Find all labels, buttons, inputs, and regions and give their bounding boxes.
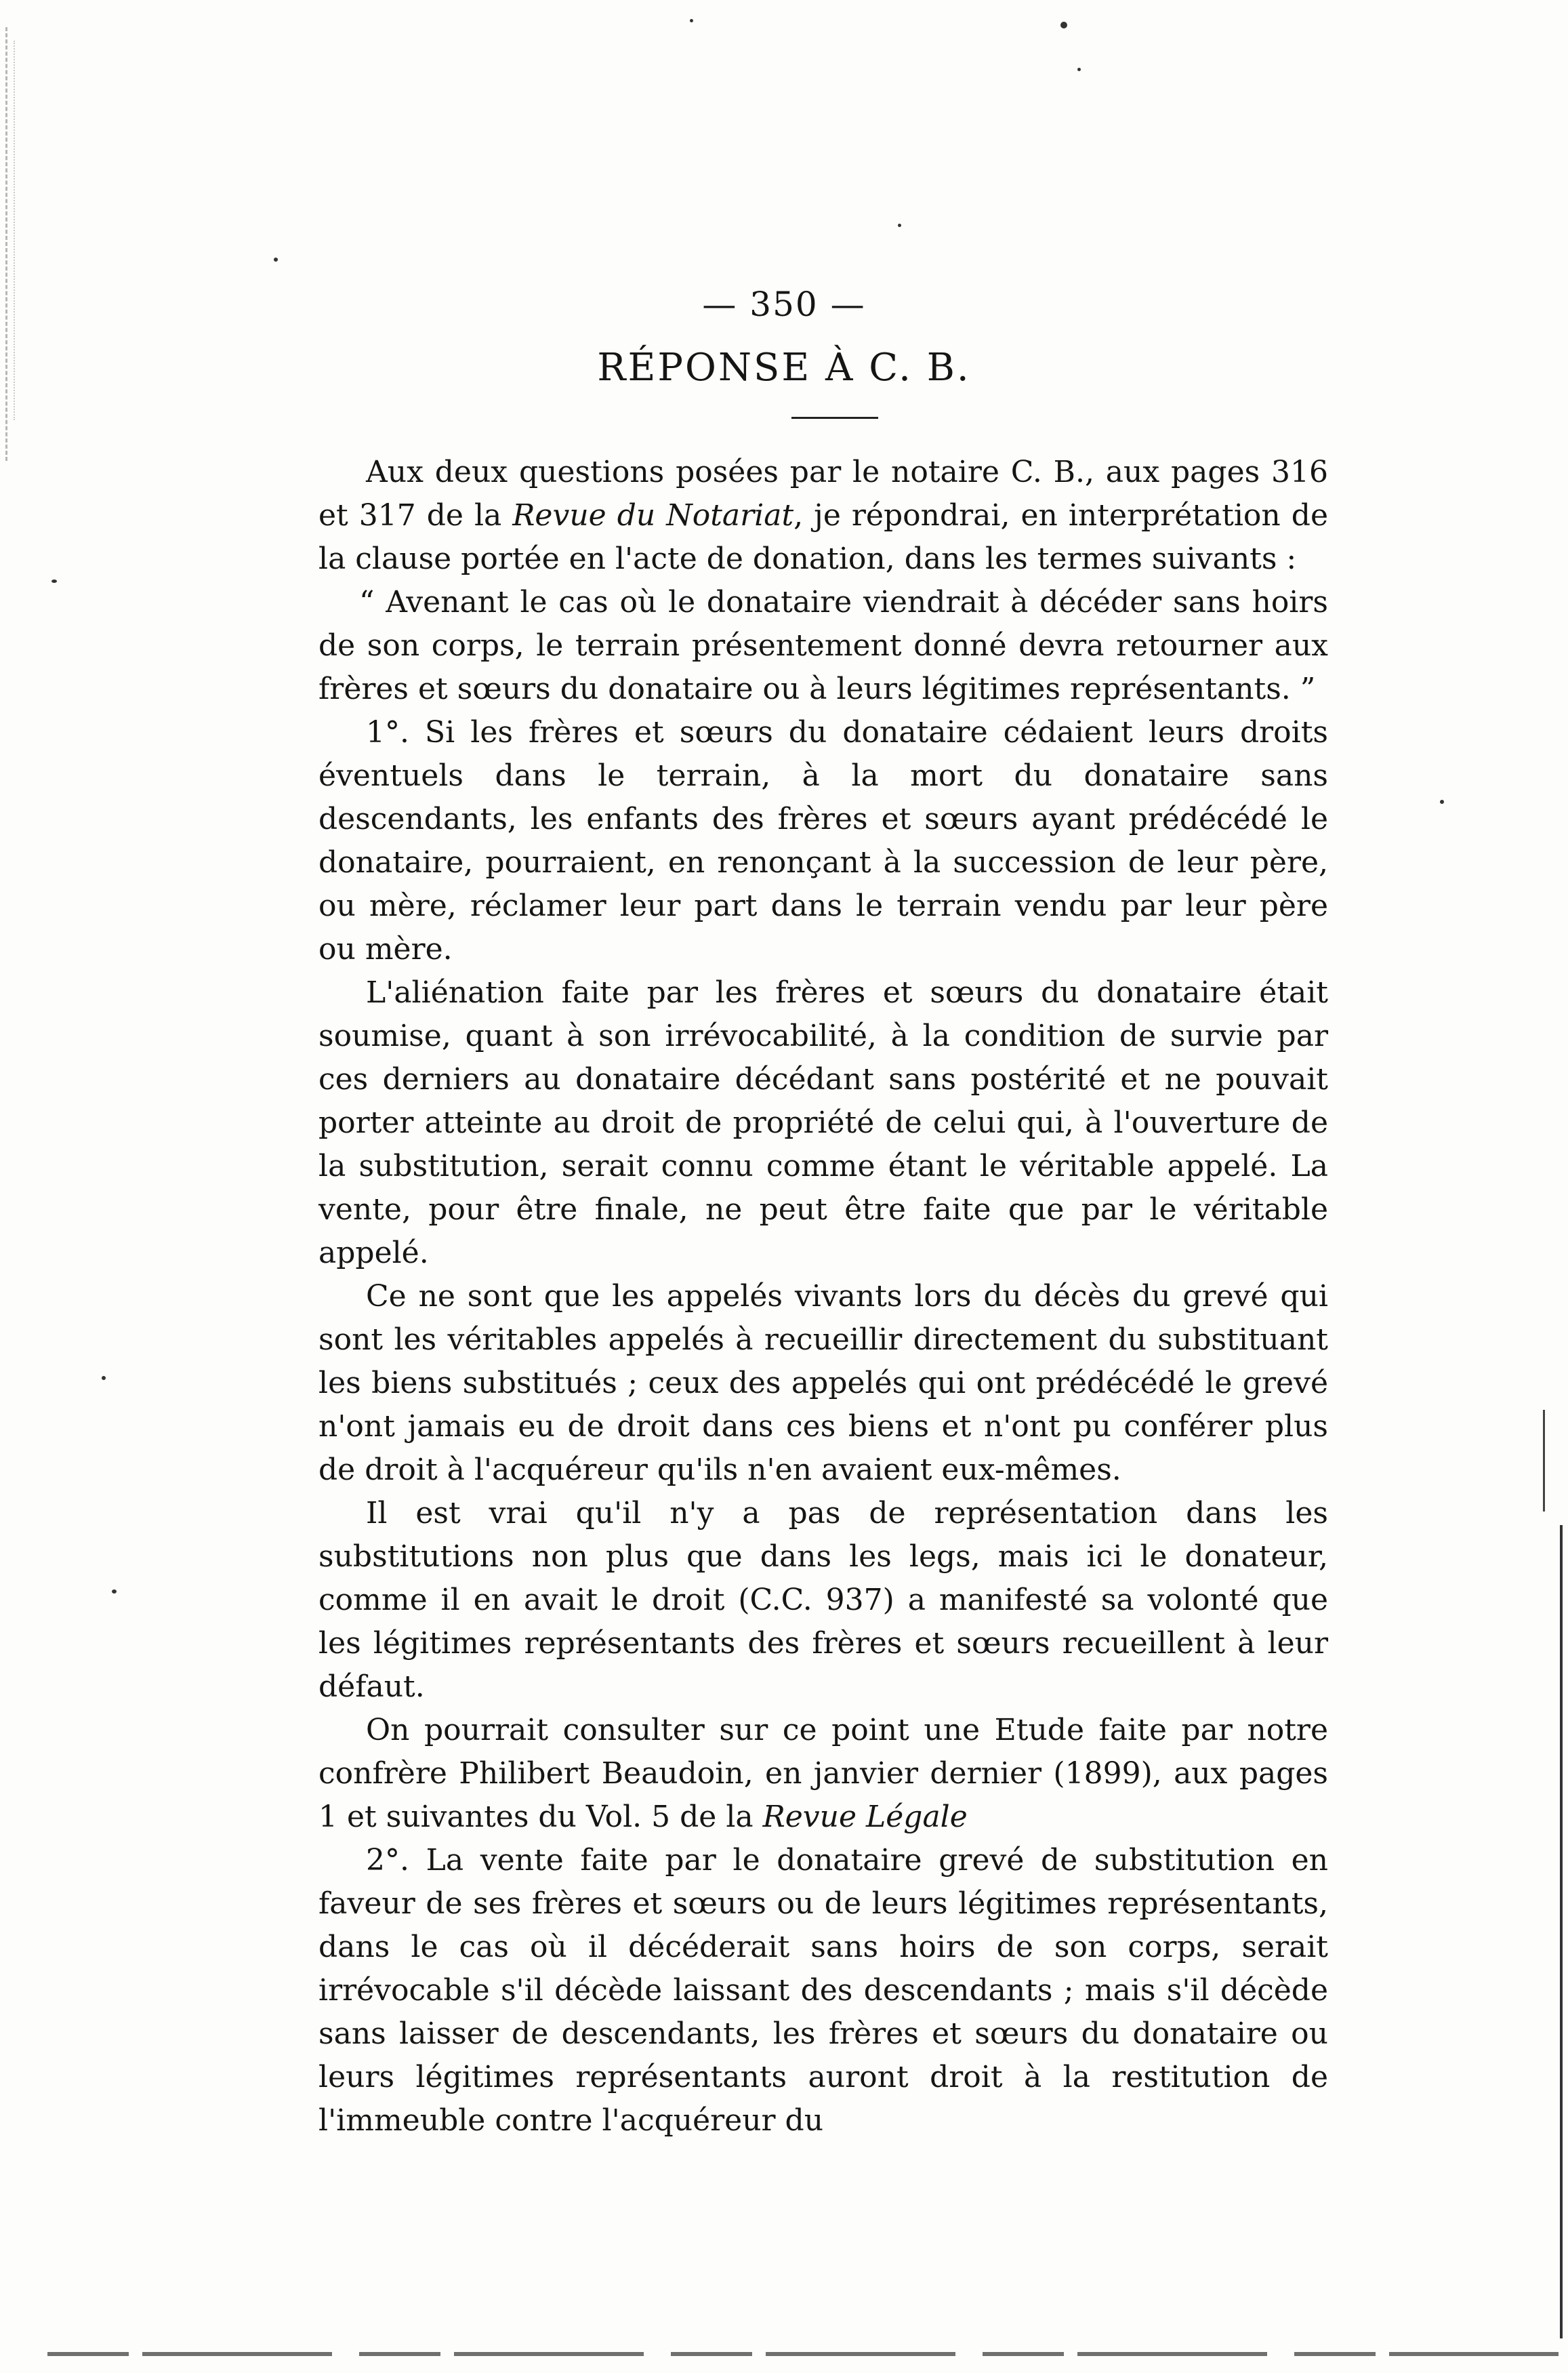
paragraph [318,451,1328,581]
paragraph-text: “ Avenant le cas où le donataire viendrait à décéder sans hoirs de son corps, le terrain présentement donné devra retourner aux frères et sœurs du donataire ou à leurs légitimes représentants. ” [318,585,1328,706]
paragraph [318,971,1328,1275]
scan-speck [1060,22,1067,28]
paragraph-text: L'aliénation faite par les frères et sœurs du donataire était soumise, quant à son irrévocabilité, à la condition de survie par ces derniers au donataire décédant sans postérité et ne pouvait porter atteinte au droit de propriété de celui qui, à l'ouverture de la substitution, serait connu comme étant le véritable appelé. La vente, pour être finale, ne peut être faite que par le véritable appelé. [318,975,1328,1270]
journal-title: Revue du Notariat [512,498,794,533]
scan-speck [898,224,901,227]
title-divider [791,417,878,419]
paragraph-text: On pourrait consulter sur ce point une Etude faite par notre confrère Philibert Beaudoin, en janvier dernier (1899), aux pages 1 et suivantes du Vol. 5 de la [318,1713,1328,1834]
scan-border-artifact [5,27,10,461]
paragraph-text: , je répondrai, en interprétation de la clause portée en l'acte de donation, dans les termes suivants : [318,498,1328,576]
scan-speck [1077,68,1081,71]
paragraph [318,1275,1328,1492]
paragraph [318,711,1328,971]
journal-title: Revue Légale [762,1800,968,1834]
scan-speck [690,19,693,22]
scan-speck [102,1376,106,1380]
scan-border-artifact [1557,1525,1563,2338]
scan-speck [274,258,278,262]
paragraph [318,1839,1328,2143]
paragraph-text: Ce ne sont que les appelés vivants lors du décès du grevé qui sont les véritables appelés à recueillir directement du substituant les biens substitués ; ceux des appelés qui ont prédécédé le grevé n'ont jamais eu de droit dans ces biens et n'ont pu conférer plus de droit à l'acquéreur qu'ils n'en avaient eux-mêmes. [318,1279,1328,1487]
paragraph-text: Il est vrai qu'il n'y a pas de représentation dans les substitutions non plus que dans les legs, mais ici le donateur, comme il en avait le droit (C.C. 937) a manifesté sa volonté que les légitimes représentants des frères et sœurs recueillent à leur défaut. [318,1496,1328,1704]
scan-border-artifact [47,2352,1559,2356]
scan-speck [112,1589,117,1594]
paragraph-text: Aux deux questions posées par le notaire C. B., aux pages 316 et 317 de la [318,455,1328,533]
paragraph-text: 1°. Si les frères et sœurs du donataire cédaient leurs droits éventuels dans le terrain, à la mort du donataire sans descendants, les enfants des frères et sœurs ayant prédécédé le donataire, pourraient, en renonçant à la succession de leur père, ou mère, réclamer leur part dans le terrain vendu par leur père ou mère. [318,715,1328,967]
scan-speck [51,580,57,583]
scan-speck [1440,800,1444,804]
scan-border-artifact [1543,1410,1545,1512]
paragraph [318,1709,1328,1839]
page-title: RÉPONSE À C. B. [597,346,971,390]
page-number: — 350 — [702,285,866,324]
paragraph [318,1492,1328,1709]
body-text [318,451,1328,2143]
paragraph-text: 2°. La vente faite par le donataire grevé de substitution en faveur de ses frères et sœurs ou de leurs légitimes représentants, dans le cas où il décéderait sans hoirs de son corps, serait irrévocable s'il décède laissant des descendants ; mais s'il décède sans laisser de descendants, les frères et sœurs du donataire ou leurs légitimes représentants auront droit à la restitution de l'immeuble contre l'acquéreur du [318,1843,1328,2138]
quoted-clause [318,581,1328,711]
